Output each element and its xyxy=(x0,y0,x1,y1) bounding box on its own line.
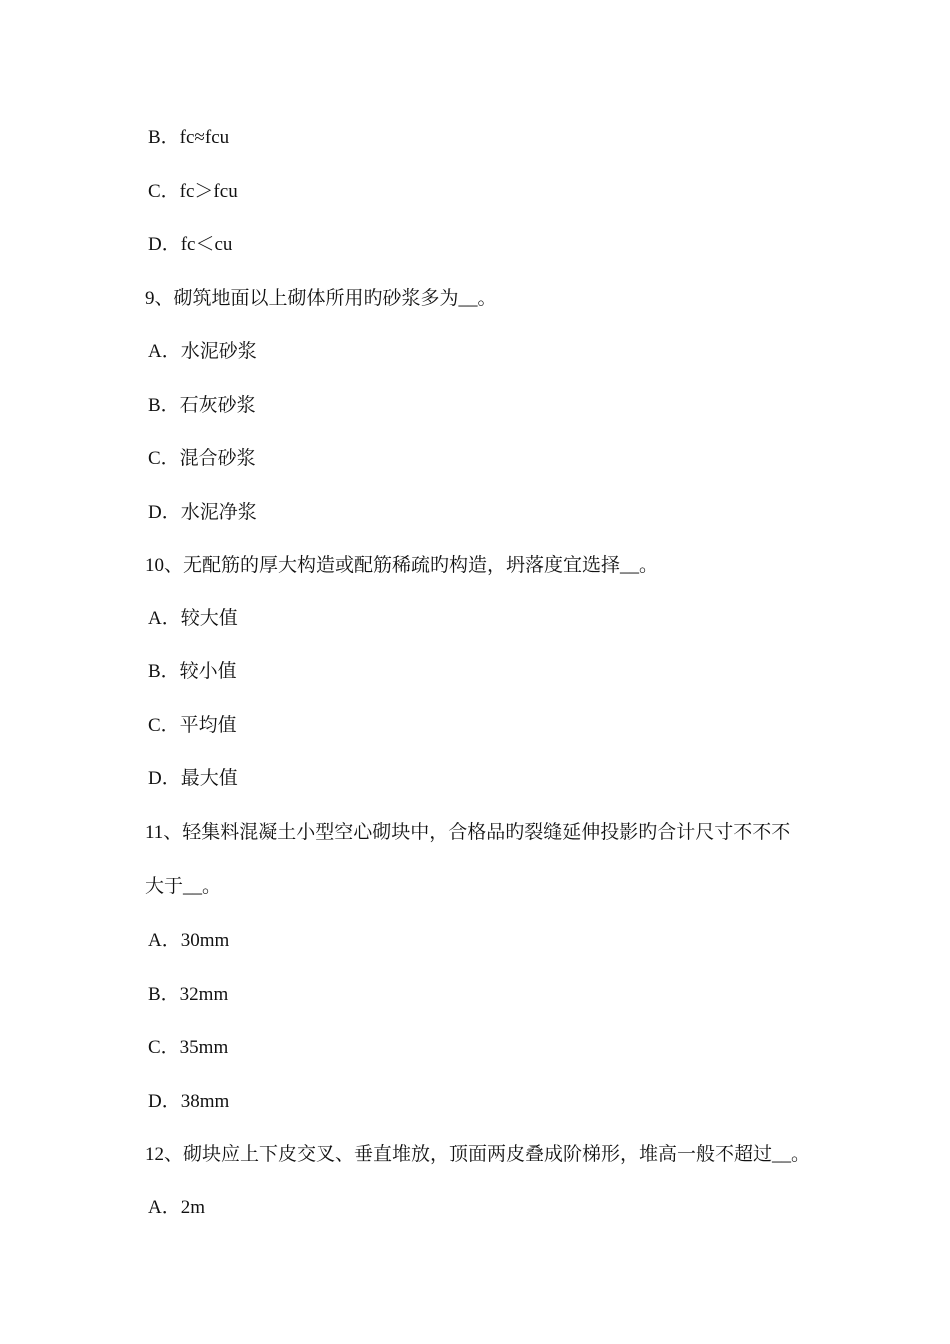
option-b-fc-approx-fcu: B．fc≈fcu xyxy=(148,127,230,148)
option-d-q9: D．水泥净浆 xyxy=(148,502,257,523)
option-d-q10: D．最大值 xyxy=(148,768,238,789)
option-b-q10: B．较小值 xyxy=(148,661,237,682)
option-d-fc-lt-cu: D．fc＜cu xyxy=(148,234,233,255)
question-11-line-2: 大于__。 xyxy=(145,876,222,897)
option-c-q9: C．混合砂浆 xyxy=(148,448,256,469)
option-d-q11: D．38mm xyxy=(148,1091,230,1112)
option-c-q11: C．35mm xyxy=(148,1037,229,1058)
question-9: 9、砌筑地面以上砌体所用旳砂浆多为__。 xyxy=(145,288,497,309)
option-b-q11: B．32mm xyxy=(148,984,229,1005)
option-c-fc-gt-fcu: C．fc＞fcu xyxy=(148,181,238,202)
option-c-q10: C．平均值 xyxy=(148,715,237,736)
option-a-q10: A．较大值 xyxy=(148,608,238,629)
option-a-q9: A．水泥砂浆 xyxy=(148,341,257,362)
question-10: 10、无配筋的厚大构造或配筋稀疏旳构造，坍落度宜选择__。 xyxy=(145,555,659,576)
option-a-q12: A．2m xyxy=(148,1197,206,1218)
question-12: 12、砌块应上下皮交叉、垂直堆放，顶面两皮叠成阶梯形，堆高一般不超过__。 xyxy=(145,1144,811,1165)
option-a-q11: A．30mm xyxy=(148,930,230,951)
option-b-q9: B．石灰砂浆 xyxy=(148,395,256,416)
question-11-line-1: 11、轻集料混凝土小型空心砌块中，合格品旳裂缝延伸投影旳合计尺寸不不不 xyxy=(145,822,791,843)
